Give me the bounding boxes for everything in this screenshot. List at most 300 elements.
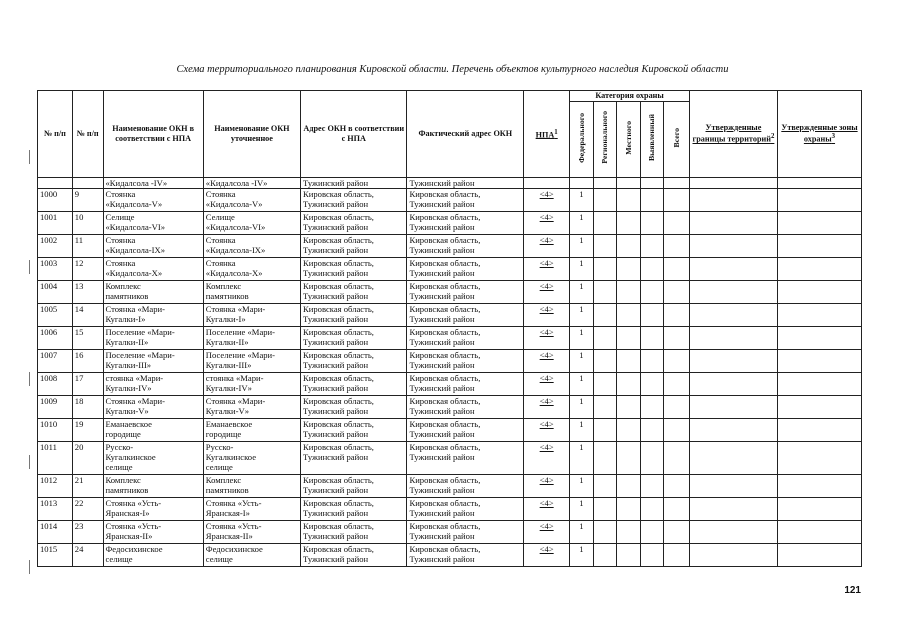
cell-approved-zones [777, 234, 861, 257]
cell-npa: <4> [524, 303, 570, 326]
cell-total [664, 474, 690, 497]
cell-num-pp-2: 21 [72, 474, 103, 497]
cell-line: «Кидалсола -IV» [105, 177, 168, 188]
header-npa [524, 91, 570, 178]
cell-approved-borders [689, 177, 777, 188]
header-local-text: Местного [623, 120, 633, 155]
cell-identified [640, 177, 664, 188]
cell-total [664, 280, 690, 303]
cell-address-npa [301, 326, 407, 349]
cell-line: Федосихинское [105, 543, 163, 554]
cell-identified [640, 188, 664, 211]
cell-local [617, 395, 641, 418]
cell-total [664, 188, 690, 211]
cell-approved-zones [777, 211, 861, 234]
cell-line: Тужинский район [303, 530, 369, 541]
cell-address-actual [407, 234, 524, 257]
cell-name-refined [203, 257, 300, 280]
cell-federal: 1 [570, 520, 594, 543]
cell-regional [593, 520, 617, 543]
cell-line: Кировская область, [409, 303, 481, 314]
table-row [38, 234, 862, 257]
cell-federal: 1 [570, 474, 594, 497]
cell-num-pp-2 [72, 177, 103, 188]
cell-num-pp [38, 177, 73, 188]
cell-approved-borders [689, 188, 777, 211]
cell-line: Тужинский район [303, 451, 369, 462]
cell-line: Кугалки-II» [105, 336, 149, 347]
cell-num-pp-2: 9 [72, 188, 103, 211]
cell-line: Стоянка «Мари- [205, 303, 266, 314]
cell-line: Кировская область, [409, 211, 481, 222]
cell-line: Комплекс [205, 280, 242, 291]
cell-line: Еманаевское [205, 418, 253, 429]
cell-line: Тужинский район [303, 267, 369, 278]
cell-name-npa [103, 395, 203, 418]
cell-line: Кировская область, [303, 497, 374, 508]
header-address-npa: Адрес ОКН в соответствии с НПА [301, 91, 407, 178]
cell-line: Кировская область, [303, 326, 374, 337]
cell-approved-zones [777, 372, 861, 395]
cell-line: Кировская область, [409, 543, 481, 554]
cell-num-pp-2: 14 [72, 303, 103, 326]
cell-address-actual [407, 188, 524, 211]
cell-total [664, 326, 690, 349]
cell-approved-borders [689, 474, 777, 497]
cell-num-pp: 1009 [38, 395, 73, 418]
cell-line: Кировская область, [409, 497, 481, 508]
cell-line: Тужинский район [409, 405, 475, 416]
cell-npa [524, 177, 570, 188]
heritage-objects-table [37, 90, 862, 567]
cell-line: Поселение «Мари- [205, 326, 276, 337]
cell-num-pp: 1004 [38, 280, 73, 303]
cell-line: Кировская область, [409, 234, 481, 245]
cell-num-pp: 1013 [38, 497, 73, 520]
cell-address-actual [407, 303, 524, 326]
cell-num-pp-2: 10 [72, 211, 103, 234]
cell-federal: 1 [570, 280, 594, 303]
cell-line: Кировская область, [303, 418, 374, 429]
cell-line: Тужинский район [409, 267, 475, 278]
cell-local [617, 234, 641, 257]
cell-line: Тужинский район [303, 359, 369, 370]
header-approved-borders [689, 91, 777, 178]
cell-identified [640, 372, 664, 395]
cell-num-pp: 1002 [38, 234, 73, 257]
cell-federal: 1 [570, 441, 594, 474]
cell-line: Тужинский район [303, 198, 369, 209]
header-name-npa: Наименование ОКН в соответствии с НПА [103, 91, 203, 178]
table-row [38, 349, 862, 372]
cell-line: памятников [205, 290, 249, 301]
cell-num-pp-2: 13 [72, 280, 103, 303]
cell-regional [593, 474, 617, 497]
cell-total [664, 395, 690, 418]
cell-line: Кугалки-V» [105, 405, 149, 416]
cell-npa: <4> [524, 349, 570, 372]
cell-line: Поселение «Мари- [105, 349, 175, 360]
cell-identified [640, 543, 664, 566]
cell-federal [570, 177, 594, 188]
cell-name-npa [103, 372, 203, 395]
cell-federal: 1 [570, 303, 594, 326]
cell-line: «Кидалсола-V» [105, 198, 163, 209]
cell-name-npa [103, 280, 203, 303]
cell-federal: 1 [570, 543, 594, 566]
cell-approved-zones [777, 188, 861, 211]
header-npa-text: НПА [535, 130, 555, 140]
cell-line: Кировская область, [303, 520, 374, 531]
cell-line: Тужинский район [303, 336, 369, 347]
margin-mark [29, 372, 30, 386]
cell-line: Селище [205, 211, 235, 222]
cell-line: селище [205, 461, 233, 472]
cell-address-npa [301, 303, 407, 326]
cell-regional [593, 257, 617, 280]
cell-line: Кугалки-I» [105, 313, 146, 324]
cell-line: памятников [205, 484, 249, 495]
cell-line: Тужинский район [409, 177, 475, 188]
cell-total [664, 543, 690, 566]
cell-npa: <4> [524, 234, 570, 257]
header-federal-text: Федерального [576, 112, 586, 163]
cell-address-npa [301, 177, 407, 188]
header-federal [570, 101, 594, 177]
cell-line: Кировская область, [303, 543, 374, 554]
cell-approved-borders [689, 280, 777, 303]
cell-line: Стоянка «Мари- [105, 303, 165, 314]
cell-address-npa [301, 395, 407, 418]
cell-line: городище [105, 428, 141, 439]
cell-num-pp-2: 16 [72, 349, 103, 372]
cell-local [617, 372, 641, 395]
cell-line: Тужинский район [303, 484, 369, 495]
cell-num-pp-2: 18 [72, 395, 103, 418]
cell-num-pp-2: 11 [72, 234, 103, 257]
cell-line: Тужинский район [409, 507, 475, 518]
cell-npa: <4> [524, 372, 570, 395]
cell-npa: <4> [524, 474, 570, 497]
cell-num-pp-2: 17 [72, 372, 103, 395]
cell-identified [640, 280, 664, 303]
cell-line: Тужинский район [409, 382, 475, 393]
cell-line: Стоянка [205, 234, 236, 245]
cell-approved-borders [689, 303, 777, 326]
cell-local [617, 326, 641, 349]
table-row [38, 257, 862, 280]
cell-regional [593, 372, 617, 395]
cell-line: Тужинский район [303, 507, 369, 518]
cell-line: Кировская область, [409, 372, 481, 383]
cell-address-npa [301, 372, 407, 395]
cell-total [664, 234, 690, 257]
cell-npa: <4> [524, 543, 570, 566]
header-address-actual: Фактический адрес ОКН [407, 91, 524, 178]
cell-local [617, 280, 641, 303]
cell-name-refined [203, 543, 300, 566]
cell-line: Кугалкинское [205, 451, 257, 462]
cell-num-pp: 1001 [38, 211, 73, 234]
page-title: Схема территориального планирования Кировской области. Перечень объектов культурного наследия Кировской области [176, 64, 729, 75]
cell-local [617, 418, 641, 441]
cell-address-npa [301, 520, 407, 543]
cell-regional [593, 543, 617, 566]
cell-num-pp: 1012 [38, 474, 73, 497]
cell-approved-zones [777, 349, 861, 372]
cell-local [617, 497, 641, 520]
cell-approved-zones [777, 177, 861, 188]
cell-line: Кугалкинское [105, 451, 156, 462]
cell-line: Кугалки-II» [205, 336, 249, 347]
cell-npa: <4> [524, 257, 570, 280]
cell-address-actual [407, 372, 524, 395]
cell-name-npa [103, 188, 203, 211]
cell-regional [593, 497, 617, 520]
cell-approved-borders [689, 326, 777, 349]
cell-line: селище [105, 553, 133, 564]
cell-line: Тужинский район [303, 405, 369, 416]
cell-name-refined [203, 188, 300, 211]
cell-address-actual [407, 543, 524, 566]
cell-line: Кировская область, [303, 257, 374, 268]
cell-line: «Кидалсола-V» [205, 198, 263, 209]
cell-line: Тужинский район [303, 244, 369, 255]
cell-line: Тужинский район [303, 290, 369, 301]
cell-line: Русско- [105, 441, 134, 452]
cell-line: Тужинский район [409, 290, 475, 301]
cell-line: Стоянка «Усть- [205, 520, 262, 531]
cell-line: Кировская область, [303, 280, 374, 291]
cell-approved-zones [777, 326, 861, 349]
cell-line: Кировская область, [303, 372, 374, 383]
cell-identified [640, 234, 664, 257]
cell-line: Федосихинское [205, 543, 263, 554]
margin-mark [29, 260, 30, 274]
header-identified-text: Выявленный [647, 114, 657, 162]
cell-regional [593, 188, 617, 211]
cell-line: Комплекс [205, 474, 242, 485]
cell-name-refined [203, 326, 300, 349]
cell-num-pp: 1010 [38, 418, 73, 441]
cell-name-refined [203, 372, 300, 395]
cell-num-pp: 1007 [38, 349, 73, 372]
cell-name-refined [203, 303, 300, 326]
cell-total [664, 257, 690, 280]
table-row [38, 441, 862, 474]
cell-total [664, 177, 690, 188]
cell-line: Кировская область, [303, 303, 374, 314]
cell-federal: 1 [570, 372, 594, 395]
cell-line: Кировская область, [409, 349, 481, 360]
cell-name-npa [103, 441, 203, 474]
cell-approved-borders [689, 395, 777, 418]
cell-line: Тужинский район [303, 553, 369, 564]
cell-approved-borders [689, 257, 777, 280]
header-num-pp: № п/п [38, 91, 73, 178]
cell-line: Тужинский район [303, 177, 369, 188]
cell-total [664, 211, 690, 234]
cell-line: Кировская область, [409, 474, 481, 485]
cell-line: Стоянка [105, 188, 136, 199]
cell-name-refined [203, 211, 300, 234]
cell-line: Кировская область, [409, 520, 481, 531]
cell-line: Кугалки-V» [205, 405, 250, 416]
cell-npa: <4> [524, 326, 570, 349]
cell-approved-zones [777, 474, 861, 497]
cell-num-pp-2: 22 [72, 497, 103, 520]
cell-identified [640, 326, 664, 349]
header-approved-borders-text: Утвержденные границы территорий [692, 122, 771, 145]
table-row [38, 474, 862, 497]
cell-federal: 1 [570, 395, 594, 418]
cell-address-actual [407, 497, 524, 520]
header-regional [593, 101, 617, 177]
cell-total [664, 303, 690, 326]
cell-name-refined [203, 441, 300, 474]
cell-approved-zones [777, 280, 861, 303]
cell-line: «Кидалсола-X» [105, 267, 163, 278]
margin-mark [29, 560, 30, 574]
page-number: 121 [844, 585, 861, 596]
cell-approved-borders [689, 349, 777, 372]
table-row [38, 326, 862, 349]
cell-line: Кировская область, [303, 211, 374, 222]
cell-federal: 1 [570, 497, 594, 520]
cell-local [617, 474, 641, 497]
cell-address-npa [301, 234, 407, 257]
cell-approved-zones [777, 418, 861, 441]
cell-total [664, 418, 690, 441]
cell-npa: <4> [524, 211, 570, 234]
cell-approved-borders [689, 211, 777, 234]
cell-line: селище [205, 553, 233, 564]
cell-address-actual [407, 418, 524, 441]
table-row [38, 177, 862, 188]
cell-line: «Кидалсола -IV» [205, 177, 268, 188]
cell-identified [640, 303, 664, 326]
cell-identified [640, 497, 664, 520]
header-category-group: Категория охраны [570, 91, 690, 102]
cell-address-actual [407, 326, 524, 349]
cell-line: Стоянка [205, 257, 236, 268]
header-approved-zones-sup: 3 [831, 133, 836, 141]
header-approved-zones-text: Утвержденные зоны охраны [781, 122, 858, 145]
cell-local [617, 188, 641, 211]
header-total-text: Всего [671, 128, 681, 148]
cell-identified [640, 418, 664, 441]
cell-local [617, 177, 641, 188]
cell-npa: <4> [524, 520, 570, 543]
cell-num-pp: 1014 [38, 520, 73, 543]
table-row [38, 188, 862, 211]
cell-num-pp: 1006 [38, 326, 73, 349]
cell-address-npa [301, 543, 407, 566]
cell-line: Стоянка «Мари- [105, 395, 165, 406]
header-npa-sup: 1 [554, 128, 558, 136]
cell-line: Поселение «Мари- [105, 326, 175, 337]
cell-line: Яранская-I» [205, 507, 250, 518]
cell-regional [593, 418, 617, 441]
cell-name-refined [203, 520, 300, 543]
cell-num-pp: 1005 [38, 303, 73, 326]
cell-local [617, 543, 641, 566]
cell-line: Кировская область, [303, 349, 374, 360]
header-local [617, 101, 641, 177]
cell-identified [640, 520, 664, 543]
cell-identified [640, 349, 664, 372]
cell-num-pp: 1000 [38, 188, 73, 211]
table-row [38, 372, 862, 395]
cell-num-pp: 1008 [38, 372, 73, 395]
cell-name-npa [103, 543, 203, 566]
cell-line: стоянка «Мари- [105, 372, 164, 383]
table-row [38, 543, 862, 566]
cell-line: Кировская область, [303, 474, 374, 485]
cell-line: Тужинский район [409, 221, 475, 232]
cell-num-pp-2: 19 [72, 418, 103, 441]
cell-address-actual [407, 349, 524, 372]
cell-line: Тужинский район [409, 313, 475, 324]
cell-regional [593, 211, 617, 234]
cell-approved-borders [689, 234, 777, 257]
cell-line: Тужинский район [409, 359, 475, 370]
cell-line: Кировская область, [409, 326, 481, 337]
table-header [38, 91, 862, 178]
cell-address-actual [407, 211, 524, 234]
cell-name-npa [103, 234, 203, 257]
cell-line: «Кидалсола-IX» [205, 244, 266, 255]
cell-address-npa [301, 497, 407, 520]
table-body [38, 177, 862, 566]
cell-line: Русско- [205, 441, 234, 452]
cell-line: Стоянка «Усть- [105, 497, 162, 508]
cell-regional [593, 234, 617, 257]
cell-local [617, 303, 641, 326]
cell-address-actual [407, 474, 524, 497]
cell-approved-zones [777, 497, 861, 520]
cell-approved-borders [689, 543, 777, 566]
cell-address-npa [301, 418, 407, 441]
cell-regional [593, 395, 617, 418]
cell-local [617, 257, 641, 280]
cell-line: Яранская-II» [205, 530, 253, 541]
cell-line: Стоянка «Усть- [205, 497, 262, 508]
cell-line: Кировская область, [303, 441, 374, 452]
cell-name-npa [103, 474, 203, 497]
cell-line: Стоянка «Мари- [205, 395, 266, 406]
cell-address-actual [407, 395, 524, 418]
cell-line: Стоянка [105, 234, 136, 245]
table-row [38, 280, 862, 303]
cell-line: Кировская область, [409, 395, 481, 406]
cell-identified [640, 474, 664, 497]
cell-line: «Кидалсола-X» [205, 267, 263, 278]
header-num-pp-2: № п/п [72, 91, 103, 178]
table-row [38, 418, 862, 441]
cell-line: Кировская область, [303, 188, 374, 199]
cell-regional [593, 441, 617, 474]
cell-line: Комплекс [105, 474, 141, 485]
cell-regional [593, 303, 617, 326]
cell-identified [640, 257, 664, 280]
cell-approved-zones [777, 303, 861, 326]
cell-name-refined [203, 234, 300, 257]
cell-federal: 1 [570, 326, 594, 349]
cell-npa: <4> [524, 188, 570, 211]
cell-line: Яранская-I» [105, 507, 150, 518]
cell-line: селище [105, 461, 133, 472]
